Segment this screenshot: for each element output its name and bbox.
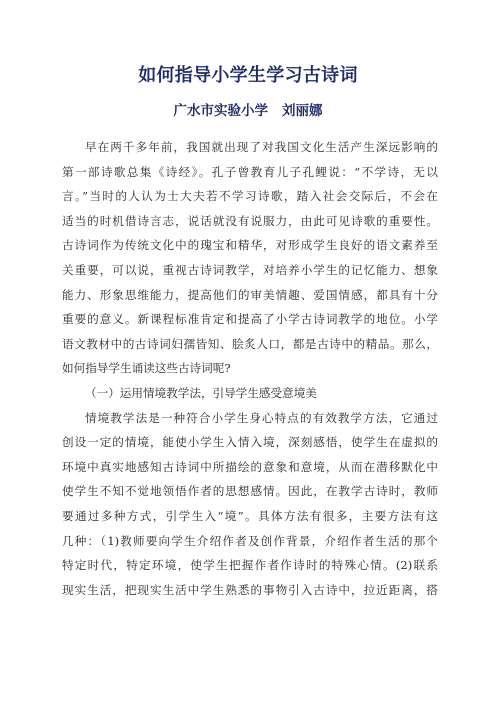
body-line: 如何指导学生诵读这些古诗词呢?: [62, 361, 231, 376]
body-line: 现实生活，把现实生活中学生熟悉的事物引入古诗中，拉近距离，搭: [62, 582, 438, 597]
body-line: 第一部诗歌总集《诗经》。孔子曾教育儿子孔鲤说：“不学诗，无以: [62, 164, 438, 179]
body-line: 能力、形象思维能力，提高他们的审美情趣、爱国情感，都具有十分: [62, 287, 438, 302]
body-line: 创设一定的情境，能使小学生入情入境，深刻感悟，使学生在虚拟的: [62, 435, 438, 450]
body-line: 适当的时机借诗言志，说话就没有说服力，由此可见诗歌的重要性。: [62, 213, 438, 228]
body-line: 使学生不知不觉地领悟作者的思想感情。因此，在教学古诗时，教师: [62, 484, 438, 499]
body-line: 特定时代，特定环境，使学生把握作者作诗时的特殊心情。(2)联系: [62, 558, 438, 573]
document-title: 如何指导小学生学习古诗词: [138, 65, 358, 86]
body-line: 语文教材中的古诗词妇孺皆知、脍炙人口，都是古诗中的精品。那么，: [62, 336, 438, 351]
body-line: 几种：（1)教师要向学生介绍作者及创作背景，介绍作者生活的那个: [62, 533, 438, 548]
body-line: 古诗词作为传统文化中的瑰宝和精华，对形成学生良好的语文素养至: [62, 238, 438, 253]
body-line: 要通过多种方式，引学生入“境”。具体方法有很多，主要方法有这: [62, 508, 438, 523]
section-heading: （一）运用情境教学法，引导学生感受意境美: [85, 385, 317, 400]
body-line: 重要的意义。新课程标准肯定和提高了小学古诗词教学的地位。小学: [62, 312, 438, 327]
body-line: 言。”当时的人认为士大夫若不学习诗歌，踏入社会交际后，不会在: [62, 189, 438, 204]
body-line: 关重要，可以说，重视古诗词教学，对培养小学生的记忆能力、想象: [62, 262, 438, 277]
author-line: [0, 102, 496, 120]
author-school: 广水市实验小学: [173, 103, 268, 119]
body-line: 环境中真实地感知古诗词中所描绘的意象和意境，从而在潜移默化中: [62, 459, 438, 474]
body-line: 情境教学法是一种符合小学生身心特点的有效教学方法，它通过: [85, 410, 438, 425]
body-line: 早在两千多年前，我国就出现了对我国文化生活产生深远影响的: [85, 140, 438, 154]
document-body: [62, 135, 438, 602]
author-name: 刘丽娜: [282, 103, 323, 119]
